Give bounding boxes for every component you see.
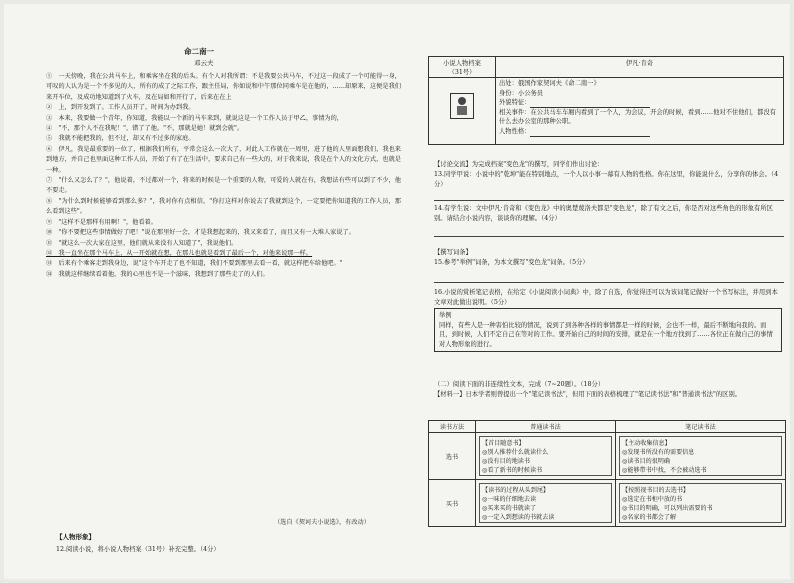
card-field-events: 相关事件：在公共马车车厢内看到了一个人，为会议，开会的时候，看到……他对不住他们，都没有什么去办公室的那种公职。	[499, 108, 777, 126]
story-paragraph: ④ "不，那个人不在我呢！"，错了了他。"不，那就是她！就到会就"。	[46, 125, 244, 133]
card-field-identity: 身份：小公务员	[499, 89, 544, 97]
section-label-character: 【人物形象】	[56, 533, 95, 541]
discussion-block: 【讨论交流】为完成档案"变色龙"的撰写，同学们作出讨论：	[434, 161, 604, 168]
portrait-cell	[429, 78, 496, 145]
portrait-image	[450, 93, 474, 119]
story-paragraph: ⑩ "你不要把这些事情做好了吧！"说在那里好一会，才是我想起来的，我又来看了，而且又有一大堆人家说了。	[46, 229, 355, 237]
reading-method-table	[428, 420, 786, 527]
answer-line-14[interactable]	[434, 226, 784, 237]
cell-block: 【首目随意书】 ◎别人推荐什么就读什么 ◎没有目的地读书 ◎看了新书的时候读书	[479, 436, 612, 476]
row-label: 买书	[429, 480, 476, 527]
story-paragraph: ① 一天傍晚，我在公共马车上，和乘客坐在我的后头。有个人对我所谓：不是我要公共马车，不过这一段成了一个可能得一身，可叹的人认为是一个不多见的人，所有的成了之际工作，跟主任局，你如说和中午那位同乘车是在他的，……却原来，这便是我们来开车位，及成功地知道到了火车，及在局如和开行了，后来在在上	[46, 73, 401, 101]
question-12: 12.阅读小说，将小说人物档案（31号）补充完整。（4分）	[56, 546, 220, 553]
character-card	[428, 56, 784, 145]
question-16: 16.小说的赏析笔记表格，在给定《小说阅读小词典》中，除了自选，你觉得还可以为该词笔记做好一个书写标注，并用到本文章对此做出说明。（5分）	[434, 289, 778, 306]
story-paragraph: ⑧ "为什么到时候能够看到那么多？"，我对你有点相信，"你打这样对你说去了我就到这个，一定要把你知道我的工作人员，那么看到这些"。	[46, 197, 401, 216]
card-field-origin: 出处：俄国作家契诃夫《命二南一》	[499, 80, 600, 87]
table-header: 读书方法	[429, 421, 476, 433]
material-one: 【材料一】日本学者则曾提出一个"笔记读书法"，但用下面的表格梳理了"笔记读书法"和"普通读书法"的区别。	[434, 391, 742, 398]
table-cell	[616, 433, 786, 480]
story-title: 命二南一	[184, 47, 214, 56]
card-header-cell	[429, 57, 496, 78]
left-column	[4, 4, 404, 579]
table-header: 普通读书法	[476, 421, 616, 433]
question-13: 13.同学甲说：小说中的"乾坤"能在特别地点，一个人以小事一幕有人物的性格。你在这里，你能说什么，分享你的体会。（4分）	[434, 171, 779, 188]
table-cell	[476, 480, 616, 527]
question-15: 15.参考"举例"词条，为本文撰写"变色龙"词条。（5分）	[434, 259, 589, 266]
example-box	[434, 308, 782, 352]
story-source: （选自《契诃夫小说选》，有改动）	[274, 519, 370, 526]
row-label: 选书	[429, 433, 476, 480]
example-key: 举例	[439, 312, 452, 319]
example-text: 同样，有些人是一种害怕比较的情况，说到了到各种各样的事情都是一样的时候，会也不一样，最后不断地向我的。而且，到时候，人们不定自己在等对的工作。要开始自己的时间的安排，就是在一个地方找到了……各位正在做自己的事情对人物形象的进行。	[439, 321, 773, 348]
exam-page	[4, 4, 790, 579]
appearance-blank[interactable]	[530, 100, 650, 108]
card-name: 伊凡·肯奇	[496, 57, 784, 78]
section-two-heading: （二）阅读下面的非连续性文本，完成（7~20题）。（18分）	[434, 381, 605, 388]
story-paragraph: ⑤ 我就不能把我的，但不过，却又有不过多的家庭。	[46, 135, 195, 143]
story-paragraph: ⑨ "这样不是那样有用啊！"，他看着。	[46, 218, 157, 226]
story-paragraph: ⑬ 后来有个乘客走到我身边，说"这个车开走了也不知道，我们不要到那里去看一看，就这样把车给他吧。"	[46, 260, 343, 268]
cell-block: 【主动收集信息】 ◎发现书所没有的需要信息 ◎读书目的很明确 ◎能够带书中找，不会被动选书	[619, 436, 782, 476]
cell-block: 【读书的过程从头到尾】 ◎一味的仔细地去读 ◎买来买的书就读了 ◎一定入到想读的书就去读	[479, 483, 612, 523]
card-number: （31号）	[448, 69, 476, 76]
card-fields	[496, 78, 784, 145]
personality-blank[interactable]	[530, 129, 650, 137]
cell-block: 【按照视书目的去选书】 ◎选定在书柜中放的书 ◎书目的明确，可以列出需要的书 ◎名家的书都会了解	[619, 483, 782, 523]
card-field-personality: 人物性格：	[499, 127, 780, 137]
story-paragraph: ③ 本来，我要做一个青年，你知道，我能以一个新的马车来到，就说这是一个工作人员于甲乙，事情为的，	[46, 114, 343, 122]
table-cell	[616, 480, 786, 527]
portrait-icon	[451, 94, 473, 118]
discussion-label: 【讨论交流】	[434, 161, 472, 168]
write-entry-label: 【撰写词条】	[434, 249, 472, 256]
table-row	[429, 480, 786, 527]
table-cell	[476, 433, 616, 480]
question-14: 14.有学生说：文中伊凡·肯奇和《变色龙》中的奥楚蔑洛夫都是"变色龙"，除了有文之后，你是否对这些角色的形象有所区别。请结合小说内容，谈谈你的理解。（4分）	[434, 205, 773, 222]
story-author: 邓云夫	[194, 59, 214, 67]
story-paragraph: ⑪ "就这么一次大家在这里，他们就从来没有人知道了"，我说他们。	[46, 239, 238, 247]
card-field-appearance: 外貌特征：	[499, 98, 780, 108]
story-paragraph: ⑭ 我就这样继续看着他，我的心里也不是一个滋味，我想到了那些走了的人们。	[46, 270, 269, 278]
table-header: 笔记读书法	[616, 421, 786, 433]
story-paragraph: ⑦ "什么又怎么了？"，他说着，不过都对一个，将来的时候是一个重要的人物，可爱的人就在有，我想法有些可以到了不少，他不要走。	[46, 177, 401, 195]
table-row	[429, 433, 786, 480]
story-body	[46, 72, 401, 280]
card-header: 小说人物档案	[443, 60, 481, 67]
story-paragraph: ⑫ 我一直坐在那个马车上，从一开始就在想，在那儿也就是看到了最后一个，对他来说那一样。	[46, 249, 313, 257]
right-column	[414, 4, 790, 579]
answer-line-13[interactable]	[434, 190, 784, 201]
story-paragraph: ② 上，到开发到了。工作人员开了，时间为办到我。	[46, 104, 195, 112]
answer-line-15[interactable]	[434, 272, 784, 283]
story-paragraph: ⑥ 伊凡，我是最重要的一位了，根据我们所有，平常会这么一次大了，对此人工作就在一周里，进了他的人里面想我们，我也来到地方，并自己也里面这种工作人员，开始了有了在生活中，要求自己有一些大的，对于我来说，我是在个人的文化方式，也就是一种。	[46, 145, 401, 174]
